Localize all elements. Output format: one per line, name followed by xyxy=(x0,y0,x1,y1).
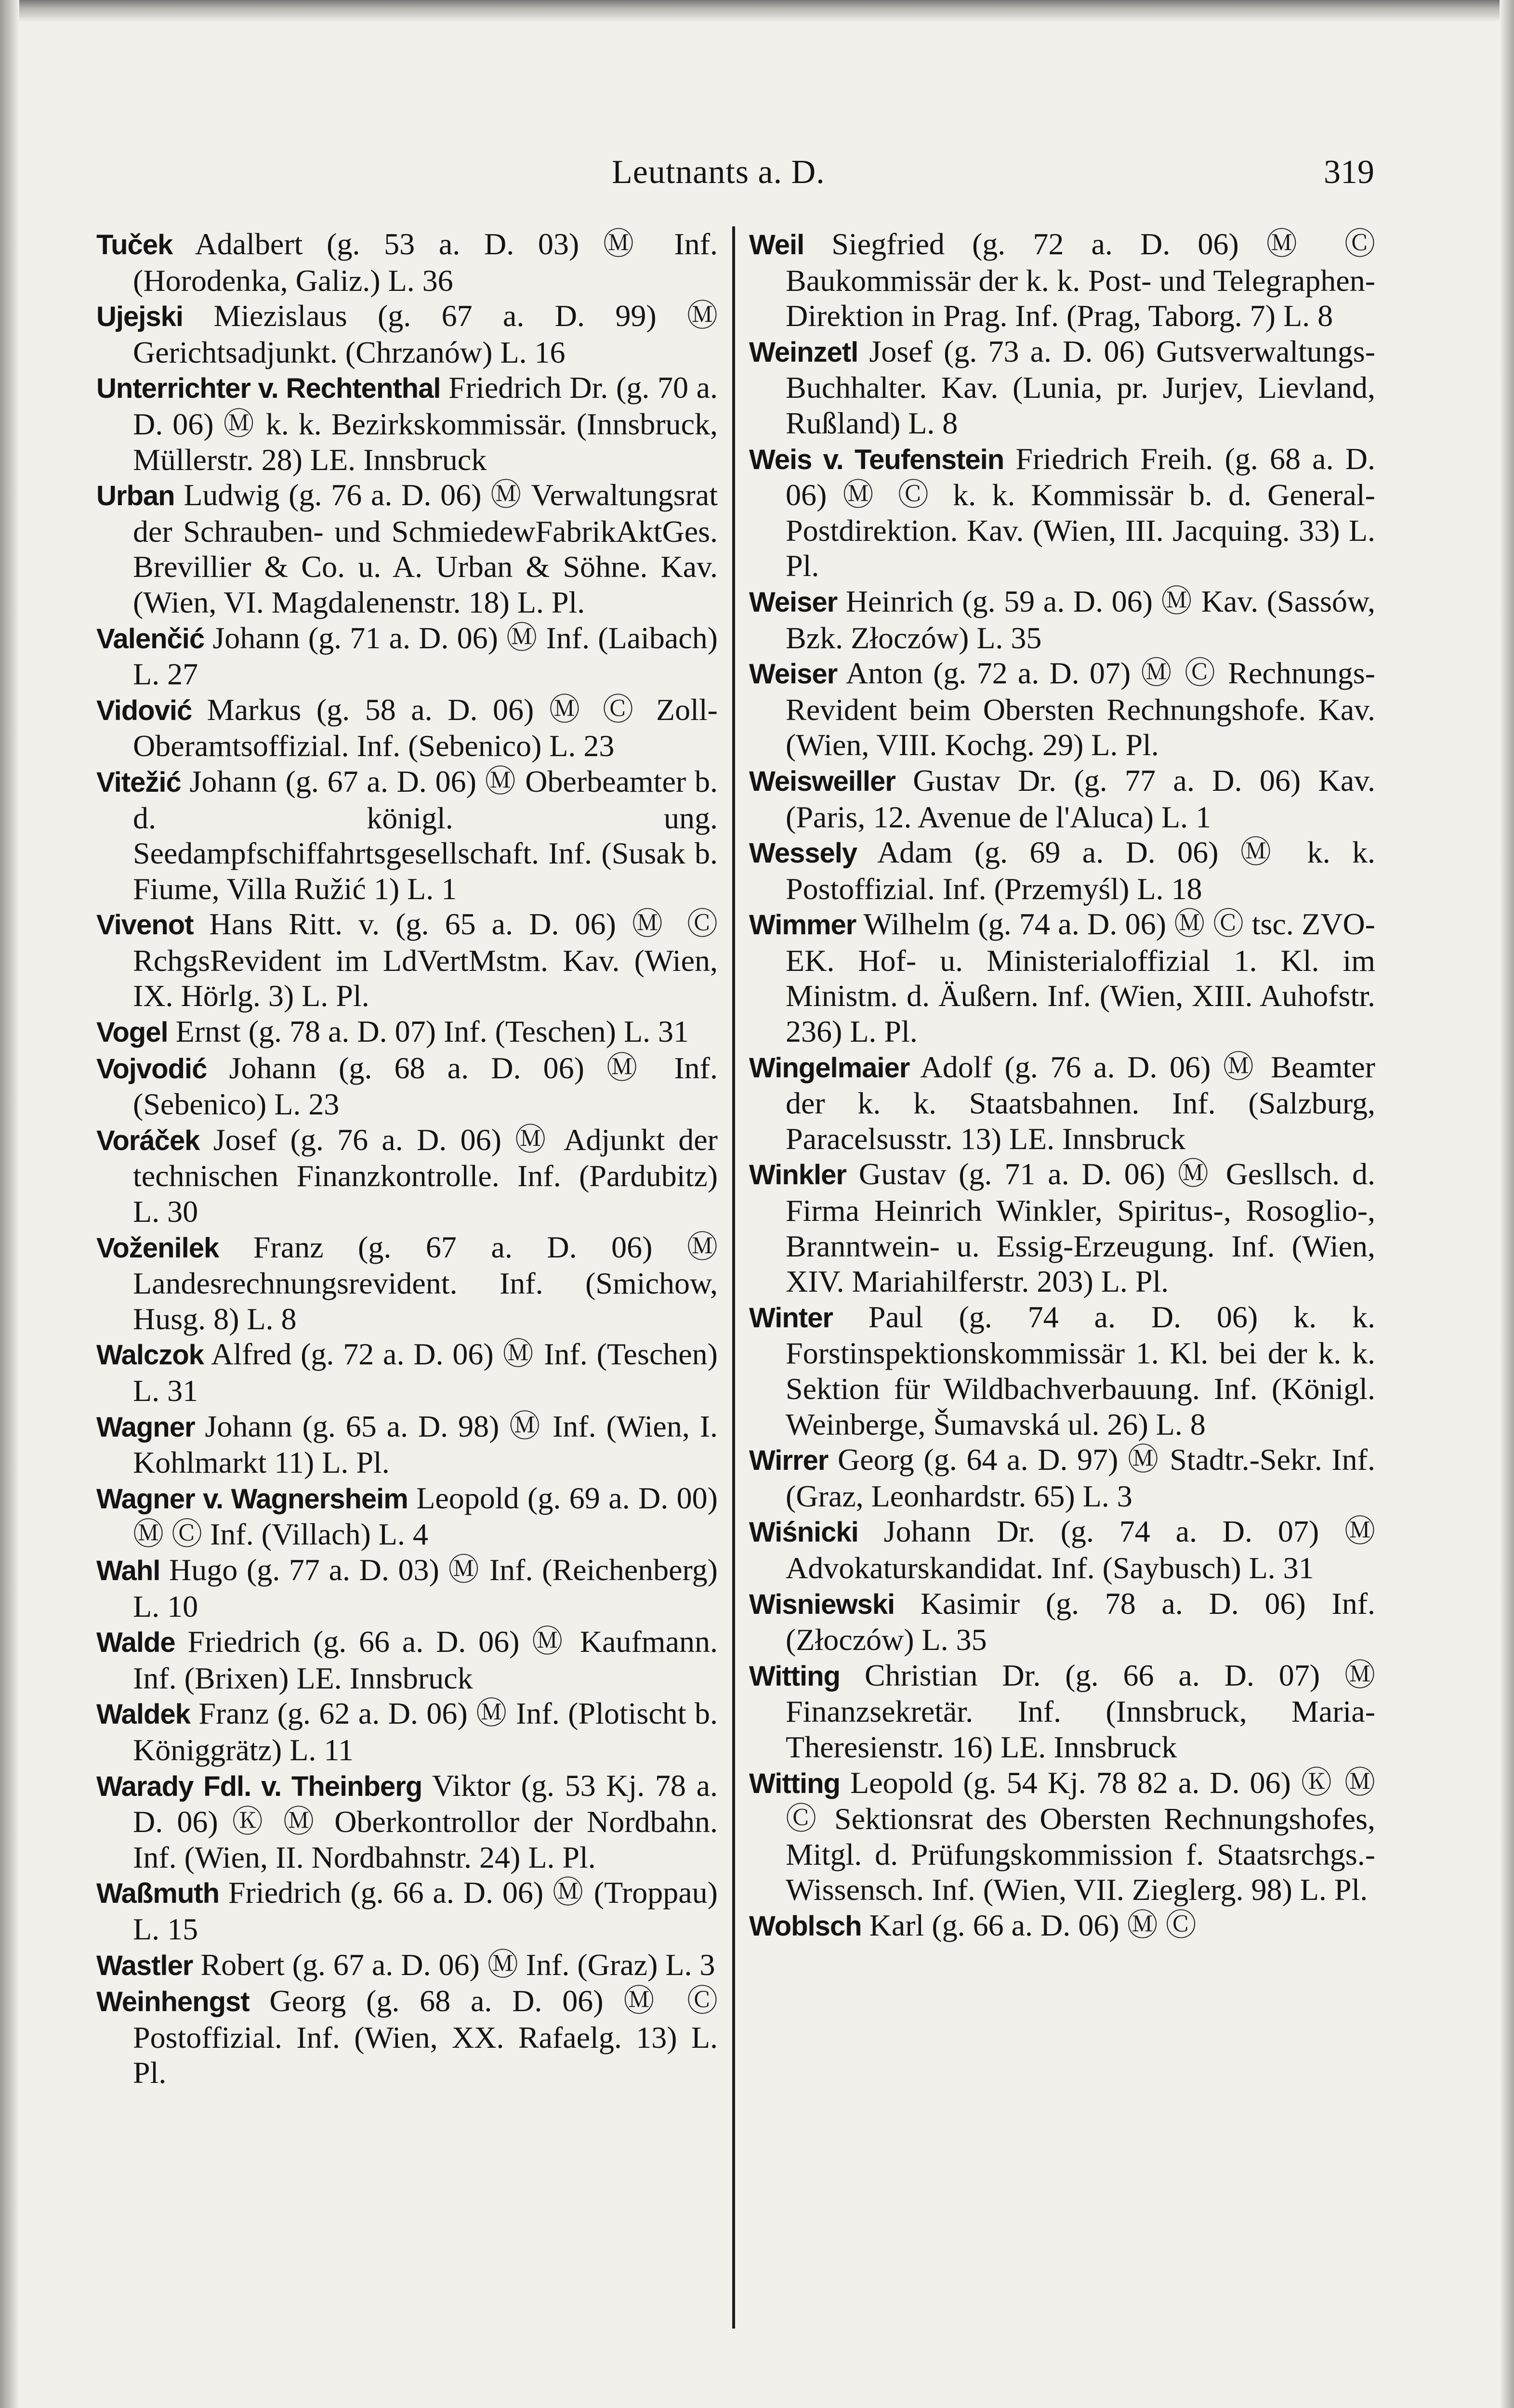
entry-name: Weiser xyxy=(749,586,838,618)
directory-entry xyxy=(749,226,1375,334)
entry-name: Weisweiller xyxy=(749,765,895,797)
entry-text: Friedrich Freih. (g. 68 a. D. 06) Ⓜ Ⓒ k. k. Kommissär b. d. General-Postdirektion. Kav. (Wien, III. Jacquing. 33) L. Pl. xyxy=(786,441,1375,583)
directory-entry xyxy=(96,1552,718,1624)
entry-text: Johann (g. 68 a. D. 06) Ⓜ Inf. (Sebenico) L. 23 xyxy=(133,1050,718,1122)
entry-name: Ujejski xyxy=(96,301,183,333)
entry-text: Georg (g. 68 a. D. 06) Ⓜ Ⓒ Postoffizial. Inf. (Wien, XX. Rafaelg. 13) L. Pl. xyxy=(133,1984,718,2090)
entry-text: Karl (g. 66 a. D. 06) Ⓜ Ⓒ xyxy=(861,1908,1197,1942)
entry-name: Wingelmaier xyxy=(749,1052,910,1084)
entry-name: Witting xyxy=(749,1660,840,1692)
scan-edge-right xyxy=(1500,0,1514,2408)
entry-name: Weil xyxy=(749,229,804,261)
entry-name: Wiśnicki xyxy=(749,1517,858,1548)
scan-edge-left xyxy=(0,0,19,2408)
entry-name: Valenčić xyxy=(96,623,205,654)
entry-name: Waßmuth xyxy=(96,1878,220,1910)
entry-name: Unterrichter v. Rechtenthal xyxy=(96,373,441,405)
entry-text: Ludwig (g. 76 a. D. 06) Ⓜ Verwaltungsrat der Schrauben- und SchmiedewFabrikAktGes. Brevillier & Co. u. A. Urban & Söhne. Kav. (Wien, VI. Magdalenenstr. 18) L. Pl. xyxy=(133,478,718,619)
entry-text: Friedrich Dr. (g. 70 a. D. 06) Ⓜ k. k. Bezirkskommissär. (Innsbruck, Müllerstr. 28) LE. Innsbruck xyxy=(133,370,718,477)
directory-entry xyxy=(749,441,1375,584)
directory-entry xyxy=(96,1050,718,1122)
directory-entry xyxy=(96,1409,718,1480)
entry-text: Josef (g. 73 a. D. 06) Gutsverwaltungs-Buchhalter. Kav. (Lunia, pr. Jurjev, Lievland, Rußland) L. 8 xyxy=(786,334,1375,440)
entry-name: Wagner v. Wagnersheim xyxy=(96,1483,408,1515)
entry-text: Miezislaus (g. 67 a. D. 99) Ⓜ Gerichtsadjunkt. (Chrzanów) L. 16 xyxy=(133,299,718,369)
directory-entry xyxy=(96,1336,718,1408)
entry-name: Tuček xyxy=(96,229,173,261)
directory-entry xyxy=(96,906,718,1014)
directory-entry xyxy=(749,1156,1375,1299)
directory-entry xyxy=(749,835,1375,906)
entry-name: Winkler xyxy=(749,1159,846,1191)
entry-text: Christian Dr. (g. 66 a. D. 07) Ⓜ Finanzsekretär. Inf. (Innsbruck, Maria-Theresienstr. 16) LE. Innsbruck xyxy=(786,1658,1375,1764)
entry-name: Vidović xyxy=(96,694,192,726)
entry-text: Markus (g. 58 a. D. 06) Ⓜ Ⓒ Zoll-Oberamtsoffizial. Inf. (Sebenico) L. 23 xyxy=(133,692,718,763)
entry-name: Witting xyxy=(749,1767,840,1799)
entry-name: Vojvodić xyxy=(96,1053,207,1085)
entry-name: Vitežić xyxy=(96,766,181,798)
entry-text: Johann (g. 71 a. D. 06) Ⓜ Inf. (Laibach) L. 27 xyxy=(133,620,718,692)
directory-entry xyxy=(749,334,1375,441)
directory-entry xyxy=(96,1230,718,1337)
directory-entry xyxy=(749,1586,1375,1658)
directory-entry xyxy=(96,764,718,906)
directory-entry xyxy=(96,1014,718,1050)
entry-text: Georg (g. 64 a. D. 97) Ⓜ Stadtr.-Sekr. Inf. (Graz, Leonhardstr. 65) L. 3 xyxy=(786,1442,1375,1513)
directory-entry xyxy=(96,477,718,620)
directory-entry xyxy=(749,763,1375,835)
entry-text: Johann (g. 65 a. D. 98) Ⓜ Inf. (Wien, I. Kohlmarkt 11) L. Pl. xyxy=(133,1409,718,1480)
entry-text: Viktor (g. 53 Kj. 78 a. D. 06) Ⓚ Ⓜ Oberkontrollor der Nordbahn. Inf. (Wien, II. Nordbahnstr. 24) L. Pl. xyxy=(133,1768,718,1874)
entry-name: Wastler xyxy=(96,1950,193,1981)
entry-name: Vivenot xyxy=(96,909,194,941)
directory-entry xyxy=(749,1442,1375,1514)
column-divider xyxy=(732,226,735,2329)
entry-text: Adalbert (g. 53 a. D. 03) Ⓜ Inf. (Horodenka, Galiz.) L. 36 xyxy=(133,227,718,298)
entry-text: Leopold (g. 54 Kj. 78 82 a. D. 06) Ⓚ Ⓜ Ⓒ Sektionsrat des Obersten Rechnungshofes, Mitgl. d. Prüfungskommission f. Staatsrchgs.-Wissensch. Inf. (Wien, VII. Zieglerg. 98) L. Pl. xyxy=(786,1765,1375,1907)
directory-entry xyxy=(749,1049,1375,1157)
directory-entry xyxy=(96,620,718,692)
entry-text: Heinrich (g. 59 a. D. 06) Ⓜ Kav. (Sassów, Bzk. Złoczów) L. 35 xyxy=(786,584,1375,655)
entry-name: Weinhengst xyxy=(96,1986,250,2018)
entry-name: Vogel xyxy=(96,1017,168,1048)
directory-entry xyxy=(96,692,718,764)
entry-text: Friedrich (g. 66 a. D. 06) Ⓜ (Troppau) L. 15 xyxy=(133,1875,718,1946)
entry-text: Gustav (g. 71 a. D. 06) Ⓜ Gesllsch. d. Firma Heinrich Winkler, Spiritus-, Rosoglio-, Branntwein- u. Essig-Erzeugung. Inf. (Wien, XIV. Mariahilferstr. 203) L. Pl. xyxy=(786,1157,1375,1299)
directory-entry xyxy=(96,1875,718,1947)
entry-text: Paul (g. 74 a. D. 06) k. k. Forstinspektionskommissär 1. Kl. bei der k. k. Sektion für Wildbachverbauung. Inf. (Königl. Weinberge, Šumavská ul. 26) L. 8 xyxy=(786,1299,1375,1441)
directory-entry xyxy=(749,655,1375,763)
directory-entry xyxy=(749,1765,1375,1908)
directory-entry xyxy=(749,1299,1375,1442)
entry-name: Winter xyxy=(749,1302,833,1334)
directory-entry xyxy=(749,1658,1375,1765)
directory-entry xyxy=(96,298,718,370)
entry-text: Robert (g. 67 a. D. 06) Ⓜ Inf. (Graz) L. 3 xyxy=(193,1947,715,1982)
entry-text: Anton (g. 72 a. D. 07) Ⓜ Ⓒ Rechnungs-Revident beim Obersten Rechnungshofe. Kav. (Wien, VIII. Kochg. 29) L. Pl. xyxy=(786,656,1375,762)
entry-name: Wahl xyxy=(96,1555,160,1586)
entry-text: Wilhelm (g. 74 a. D. 06) Ⓜ Ⓒ tsc. ZVO-EK. Hof- u. Ministerialoffizial 1. Kl. im Ministm. d. Äußern. Inf. (Wien, XIII. Auhofstr. 236) L. Pl. xyxy=(786,907,1375,1049)
directory-entry xyxy=(96,226,718,298)
scan-edge-top xyxy=(0,0,1514,22)
entry-text: Johann Dr. (g. 74 a. D. 07) Ⓜ Advokaturskandidat. Inf. (Saybusch) L. 31 xyxy=(786,1514,1375,1585)
entry-text: Siegfried (g. 72 a. D. 06) Ⓜ Ⓒ Baukommissär der k. k. Post- und Telegraphen-Direktion in Prag. Inf. (Prag, Taborg. 7) L. 8 xyxy=(786,227,1375,333)
entry-name: Voženilek xyxy=(96,1232,219,1264)
left-column xyxy=(96,226,718,2091)
directory-entry xyxy=(96,1983,718,2091)
entry-text: Adam (g. 69 a. D. 06) Ⓜ k. k. Postoffizial. Inf. (Przemyśl) L. 18 xyxy=(786,835,1375,906)
entry-name: Wessely xyxy=(749,838,857,869)
entry-text: Adolf (g. 76 a. D. 06) Ⓜ Beamter der k. k. Staatsbahnen. Inf. (Salzburg, Paracelsusstr. 13) LE. Innsbruck xyxy=(786,1049,1375,1156)
entry-name: Weiser xyxy=(749,658,838,690)
directory-entry xyxy=(96,1122,718,1230)
directory-entry xyxy=(749,1908,1375,1944)
directory-entry xyxy=(96,1624,718,1696)
entry-name: Wirrer xyxy=(749,1445,829,1477)
directory-entry xyxy=(749,906,1375,1049)
directory-entry xyxy=(96,1947,718,1984)
entry-name: Warady Fdl. v. Theinberg xyxy=(96,1770,422,1802)
entry-text: Ernst (g. 78 a. D. 07) Inf. (Teschen) L. 31 xyxy=(168,1014,689,1049)
entry-name: Wimmer xyxy=(749,909,856,941)
entry-name: Walczok xyxy=(96,1339,204,1371)
running-head: Leutnants a. D. xyxy=(612,154,825,191)
entry-name: Woblsch xyxy=(749,1910,862,1942)
entry-text: Leopold (g. 69 a. D. 00) Ⓜ Ⓒ Inf. (Villach) L. 4 xyxy=(133,1480,718,1552)
entry-name: Urban xyxy=(96,480,175,512)
entry-text: Hans Ritt. v. (g. 65 a. D. 06) Ⓜ Ⓒ RchgsRevident im LdVertMstm. Kav. (Wien, IX. Hörlg. 3) L. Pl. xyxy=(133,907,718,1013)
entry-name: Weis v. Teufenstein xyxy=(749,444,1004,475)
entry-text: Franz (g. 62 a. D. 06) Ⓜ Inf. (Plotischt b. Königgrätz) L. 11 xyxy=(133,1696,718,1767)
entry-text: Hugo (g. 77 a. D. 03) Ⓜ Inf. (Reichenberg) L. 10 xyxy=(133,1552,718,1623)
directory-entry xyxy=(96,1696,718,1767)
entry-name: Waldek xyxy=(96,1699,190,1730)
entry-text: Franz (g. 67 a. D. 06) Ⓜ Landesrechnungsrevident. Inf. (Smichow, Husg. 8) L. 8 xyxy=(133,1230,718,1336)
entry-name: Walde xyxy=(96,1627,175,1659)
entry-text: Friedrich (g. 66 a. D. 06) Ⓜ Kaufmann. Inf. (Brixen) LE. Innsbruck xyxy=(133,1624,718,1695)
entry-text: Gustav Dr. (g. 77 a. D. 06) Kav. (Paris, 12. Avenue de l'Aluca) L. 1 xyxy=(786,763,1375,834)
entry-text: Kasimir (g. 78 a. D. 06) Inf. (Złoczów) L. 35 xyxy=(786,1586,1375,1657)
entry-text: Johann (g. 67 a. D. 06) Ⓜ Oberbeamter b. d. königl. ung. Seedampfschiffahrtsgesellschaft. Inf. (Susak b. Fiume, Villa Ružić 1) L. 1 xyxy=(133,764,718,906)
directory-entry xyxy=(96,1480,718,1552)
entry-name: Voráček xyxy=(96,1125,200,1156)
entry-text: Alfred (g. 72 a. D. 06) Ⓜ Inf. (Teschen) L. 31 xyxy=(133,1337,718,1408)
entry-name: Weinzetl xyxy=(749,336,858,368)
directory-entry xyxy=(749,1514,1375,1585)
directory-entry xyxy=(749,584,1375,655)
entry-text: Josef (g. 76 a. D. 06) Ⓜ Adjunkt der technischen Finanzkontrolle. Inf. (Pardubitz) L. 30 xyxy=(133,1122,718,1229)
entry-name: Wisniewski xyxy=(749,1588,895,1620)
right-column xyxy=(749,226,1375,1944)
entry-name: Wagner xyxy=(96,1411,195,1443)
directory-entry xyxy=(96,1768,718,1875)
page-number: 319 xyxy=(1324,154,1374,191)
directory-entry xyxy=(96,370,718,477)
